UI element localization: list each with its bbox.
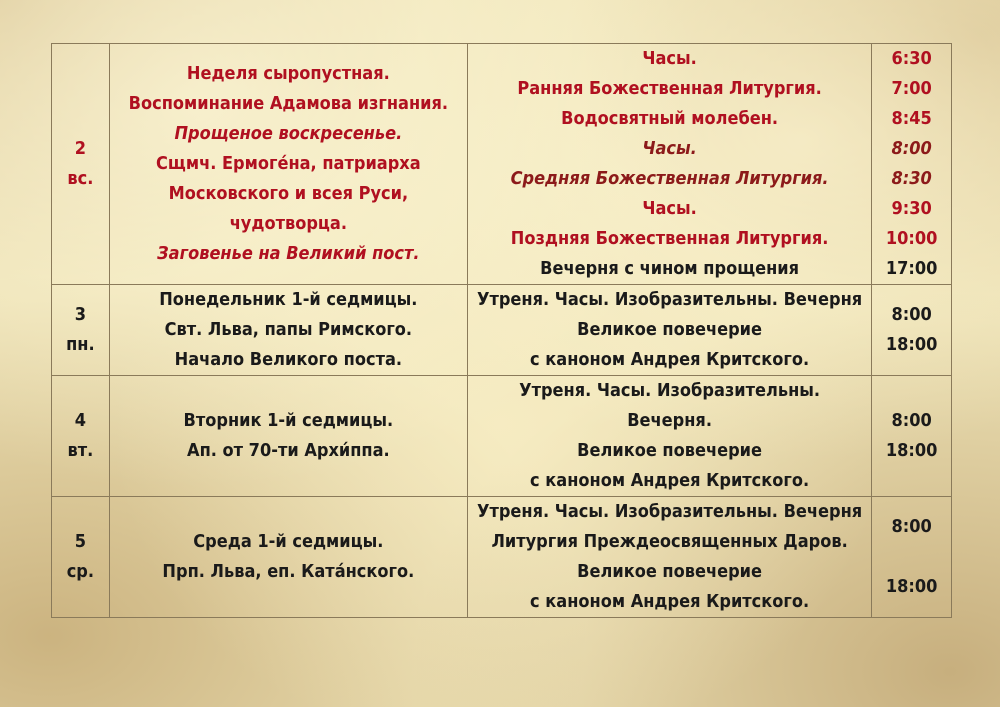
service-time: 8:45 bbox=[891, 108, 932, 129]
services-cell bbox=[468, 44, 872, 285]
feast-cell bbox=[109, 497, 467, 618]
schedule-row bbox=[52, 44, 952, 285]
day-number: 3 bbox=[74, 304, 86, 325]
spacer bbox=[872, 542, 951, 572]
service-line: Великое повечерие bbox=[577, 440, 763, 461]
day-of-week: пн. bbox=[66, 334, 95, 355]
schedule-row bbox=[52, 376, 952, 497]
day-of-week: ср. bbox=[66, 561, 95, 582]
times-cell bbox=[872, 44, 952, 285]
feast-line: Понедельник 1-й седмицы. bbox=[159, 289, 418, 310]
times-cell bbox=[872, 285, 952, 376]
service-line: Утреня. Часы. Изобразительны. Вечерня bbox=[476, 501, 863, 522]
day-cell bbox=[52, 497, 110, 618]
service-time: 8:30 bbox=[891, 168, 932, 189]
service-time: 17:00 bbox=[885, 258, 938, 279]
day-number: 4 bbox=[74, 410, 86, 431]
service-time: 10:00 bbox=[885, 228, 938, 249]
day-of-week: вс. bbox=[67, 168, 94, 189]
service-line: Утреня. Часы. Изобразительны. Вечерня bbox=[476, 289, 863, 310]
times-cell bbox=[872, 497, 952, 618]
service-time: 7:00 bbox=[891, 78, 932, 99]
service-line: Водосвятный молебен. bbox=[561, 108, 779, 129]
service-time: 8:00 bbox=[891, 138, 932, 159]
day-cell bbox=[52, 376, 110, 497]
feast-line: Неделя сыропустная. bbox=[186, 63, 390, 84]
service-line: Литургия Преждеосвященных Даров. bbox=[491, 531, 848, 552]
service-time: 8:00 bbox=[891, 410, 932, 431]
feast-line: Заговенье на Великий пост. bbox=[157, 243, 420, 264]
feast-cell bbox=[109, 376, 467, 497]
feast-cell bbox=[109, 44, 467, 285]
service-time: 18:00 bbox=[885, 576, 938, 597]
service-line: Часы. bbox=[642, 138, 697, 159]
service-time: 18:00 bbox=[885, 334, 938, 355]
services-cell bbox=[468, 285, 872, 376]
service-line: с каноном Андрея Критского. bbox=[530, 470, 810, 491]
service-line: Утреня. Часы. Изобразительны. bbox=[519, 380, 821, 401]
times-cell bbox=[872, 376, 952, 497]
schedule-row bbox=[52, 285, 952, 376]
service-line: Вечерня с чином прощения bbox=[540, 258, 800, 279]
feast-line: Среда 1-й седмицы. bbox=[193, 531, 384, 552]
service-line: Великое повечерие bbox=[577, 319, 763, 340]
service-line: с каноном Андрея Критского. bbox=[530, 349, 810, 370]
service-time: 18:00 bbox=[885, 440, 938, 461]
service-time: 6:30 bbox=[891, 48, 932, 69]
feast-line: Московского и всея Руси, bbox=[168, 183, 409, 204]
service-line: Вечерня. bbox=[627, 410, 712, 431]
feast-line: чудотворца. bbox=[229, 213, 348, 234]
day-cell bbox=[52, 44, 110, 285]
service-line: Великое повечерие bbox=[577, 561, 763, 582]
feast-line: Сщмч. Ермоге́на, патриарха bbox=[156, 153, 421, 174]
day-of-week: вт. bbox=[67, 440, 94, 461]
feast-cell bbox=[109, 285, 467, 376]
feast-line: Прощеное воскресенье. bbox=[174, 123, 403, 144]
service-time: 8:00 bbox=[891, 304, 932, 325]
schedule-table bbox=[51, 43, 952, 618]
services-cell bbox=[468, 376, 872, 497]
service-line: Часы. bbox=[642, 48, 697, 69]
service-line: Часы. bbox=[642, 198, 697, 219]
feast-line: Начало Великого поста. bbox=[174, 349, 403, 370]
service-time: 8:00 bbox=[891, 516, 932, 537]
service-line: Средняя Божественная Литургия. bbox=[510, 168, 829, 189]
service-line: с каноном Андрея Критского. bbox=[530, 591, 810, 612]
day-number: 2 bbox=[74, 138, 86, 159]
feast-line: Вторник 1-й седмицы. bbox=[183, 410, 394, 431]
service-line: Поздняя Божественная Литургия. bbox=[510, 228, 829, 249]
day-cell bbox=[52, 285, 110, 376]
services-cell bbox=[468, 497, 872, 618]
feast-line: Свт. Льва, папы Римского. bbox=[164, 319, 413, 340]
feast-line: Воспоминание Адамова изгнания. bbox=[128, 93, 449, 114]
feast-line: Ап. от 70-ти Архи́ппа. bbox=[187, 440, 390, 461]
service-line: Ранняя Божественная Литургия. bbox=[517, 78, 822, 99]
day-number: 5 bbox=[74, 531, 86, 552]
service-time: 9:30 bbox=[891, 198, 932, 219]
schedule-row bbox=[52, 497, 952, 618]
feast-line: Прп. Льва, еп. Ката́нского. bbox=[162, 561, 415, 582]
